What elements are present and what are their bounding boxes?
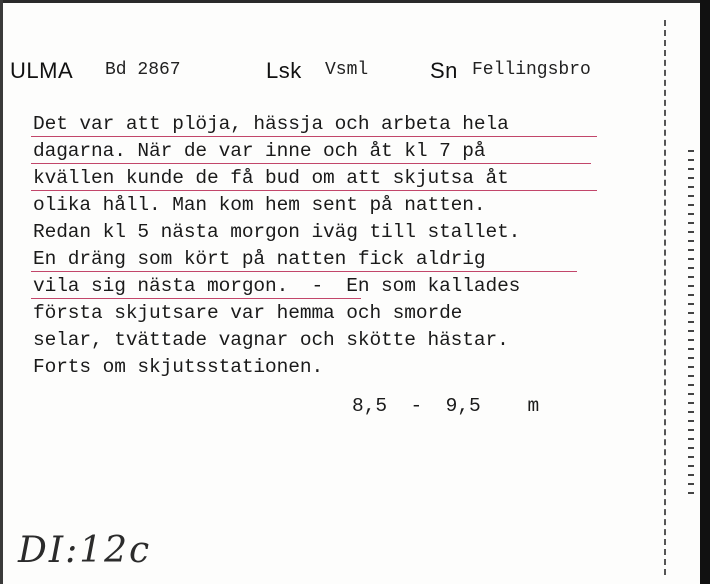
card-top-edge (0, 0, 710, 3)
socken-value: Fellingsbro (472, 60, 591, 80)
text-line-4: olika håll. Man kom hem sent på natten. (33, 194, 486, 216)
perforation-line (664, 20, 666, 575)
socken-label: Sn (430, 58, 458, 83)
text-line-5: Redan kl 5 nästa morgon iväg till stallet. (33, 221, 521, 243)
handwritten-code: DI:12c (18, 530, 152, 571)
text-line-6: En dräng som kört på natten fick aldrig (33, 246, 653, 273)
underline (31, 190, 597, 191)
measurement: 8,5 - 9,5 m (352, 395, 540, 417)
card-text (33, 111, 653, 381)
text-line-9: selar, tvättade vagnar och skötte hästar. (33, 329, 509, 351)
underline (31, 298, 361, 299)
text-line-2: dagarna. När de var inne och åt kl 7 på (33, 138, 653, 165)
text-line-7: vila sig nästa morgon. - En som kallades (33, 275, 521, 297)
landskap-value: Vsml (325, 60, 369, 80)
underline (31, 136, 597, 137)
text-line-3: kvällen kunde de få bud om att skjutsa åt (33, 165, 653, 192)
underline (31, 163, 591, 164)
archive-label: ULMA (10, 58, 74, 83)
card-left-edge (0, 0, 3, 584)
text-line-8: första skjutsare var hemma och smorde (33, 302, 463, 324)
underline (31, 271, 577, 272)
text-line-1: Det var att plöja, hässja och arbeta hela (33, 111, 653, 138)
margin-marks (688, 150, 694, 500)
archive-number: Bd 2867 (105, 60, 181, 80)
landskap-label: Lsk (266, 58, 302, 83)
card-right-edge (700, 0, 710, 584)
text-line-10: Forts om skjutsstationen. (33, 356, 324, 378)
